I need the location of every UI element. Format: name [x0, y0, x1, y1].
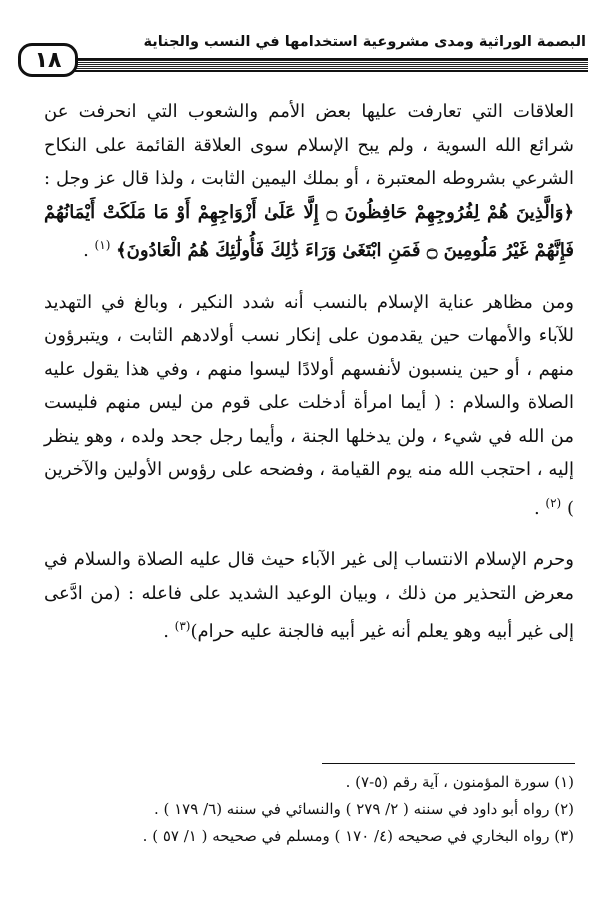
footnote-ref-3: (٣) [174, 619, 191, 633]
paragraph-3-text: وحرم الإسلام الانتساب إلى غير الآباء حيث قال عليه الصلاة والسلام في معرض التحذير من ذلك ، وبيان الوعيد الشديد على فاعله : (من ادَّعى إلى غير أبيه وهو يعلم أنه غير أبيه فالجنة عليه حرام) [44, 549, 574, 642]
quran-verse: ﴿وَالَّذِينَ هُمْ لِفُرُوجِهِمْ حَافِظُونَ ۝ إِلَّا عَلَىٰ أَزْوَاجِهِمْ أَوْ مَا مَلَكَتْ أَيْمَانُهُمْ فَإِنَّهُمْ غَيْرُ مَلُومِينَ ۝ فَمَنِ ابْتَغَىٰ وَرَاءَ ذَٰلِكَ فَأُولَٰئِكَ هُمُ الْعَادُونَ﴾ [44, 201, 574, 261]
paragraph-1-end: . [83, 240, 95, 261]
paragraph-2-text: ومن مظاهر عناية الإسلام بالنسب أنه شدد النكير ، وبالغ في التهديد للآباء والأمهات حين يقدمون على إنكار نسب أولادهم الثابت ، ويتبرؤون منهم ، أو حين ينسبون لأنفسهم أولادًا ليسوا منهم ، وفي هذا يقول عليه الصلاة والسلام : ( أيما امرأة أدخلت على قوم من ليس منهم فليست من الله في شيء ، ولن يدخلها الجنة ، وأيما رجل جحد ولده ، وهو ينظر إليه ، احتجب الله منه يوم القيامة ، وفضحه على رؤوس الأولين والآخرين ) [44, 291, 574, 519]
running-title: البصمة الوراثية ومدى مشروعية استخدامها في النسب والجناية [143, 34, 586, 50]
footnote-separator [322, 763, 575, 764]
footnote-2: (٢) رواه أبو داود في سننه ( ٢/ ٢٧٩ ) والنسائي في سننه (٦/ ١٧٩ ) . [153, 800, 574, 818]
footnote-3: (٣) رواه البخاري في صحيحه (٤/ ١٧٠ ) ومسلم في صحيحه ( ١/ ٥٧ ) . [142, 827, 574, 845]
paragraph-2 [44, 286, 574, 526]
page-number: ١٨ [18, 43, 78, 77]
paragraph-1 [44, 95, 574, 268]
main-text [44, 95, 574, 649]
header-rule [74, 58, 588, 72]
page-header [18, 31, 588, 83]
paragraph-3-end: . [163, 621, 175, 642]
footnote-ref-2: (٢) [545, 495, 562, 510]
footnotes [110, 769, 574, 850]
footnote-ref-1: (١) [94, 238, 111, 252]
paragraph-3 [44, 543, 574, 649]
paragraph-2-end: . [533, 497, 546, 519]
paragraph-1-intro: العلاقات التي تعارفت عليها بعض الأمم والشعوب التي انحرفت عن شرائع الله السوية ، ولم يبح الإسلام سوى العلاقة القائمة على النكاح الشرعي بشروطه المعتبرة ، أو بملك اليمين الثابت ، ولذا قال عز وجل : [44, 101, 574, 189]
footnote-1: (١) سورة المؤمنون ، آية رقم (٥-٧) . [345, 773, 574, 791]
